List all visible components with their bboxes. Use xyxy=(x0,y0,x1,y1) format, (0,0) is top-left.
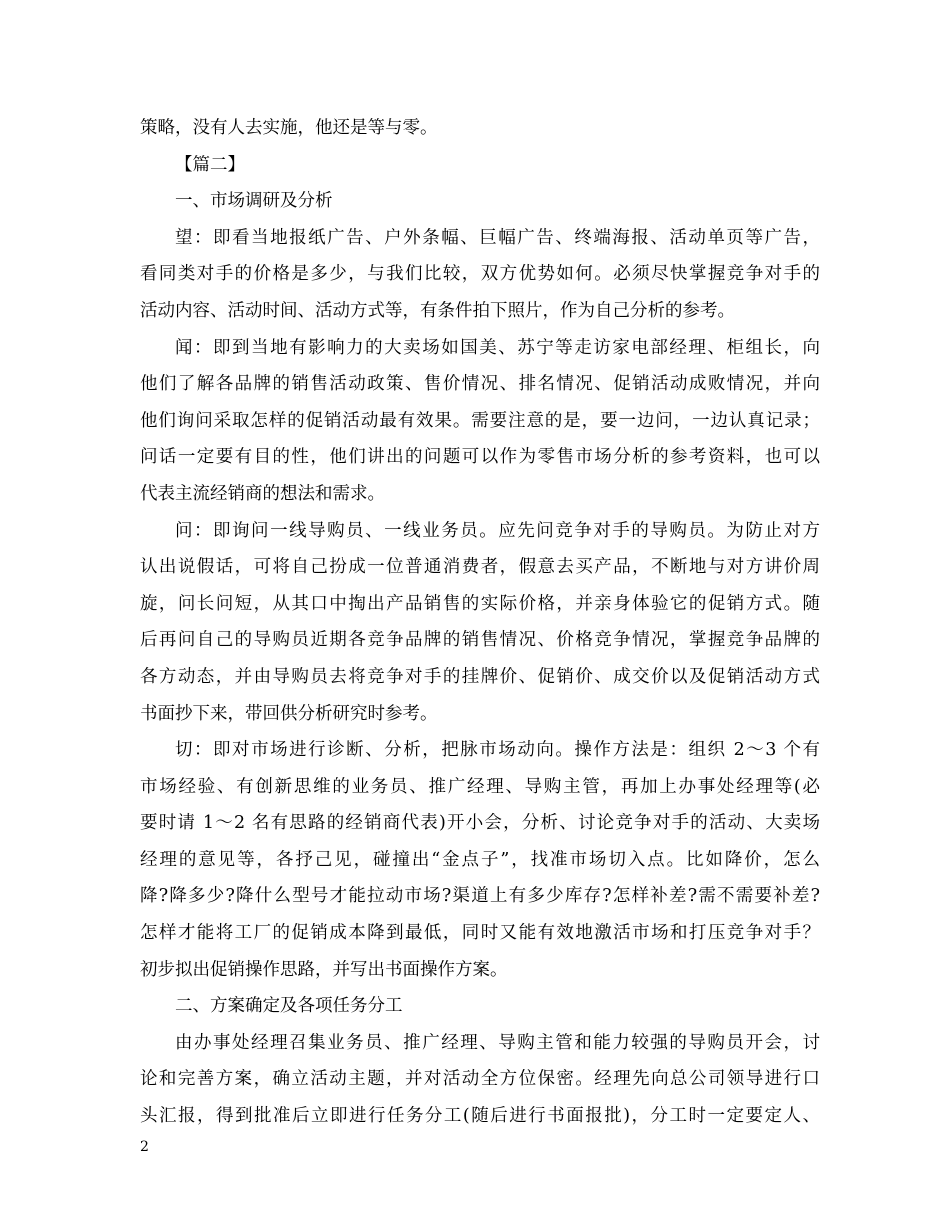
text-line: 初步拟出促销操作思路，并写出书面操作方案。 xyxy=(140,959,508,980)
text-line: 他们了解各品牌的销售活动政策、售价情况、排名情况、促销活动成败情况，并向 xyxy=(140,374,820,395)
text-line: 要时请 1～2 名有思路的经销商代表)开小会，分析、讨论竞争对手的活动、大卖场 xyxy=(140,813,820,834)
text-line: 降?降多少?降什么型号才能拉动市场?渠道上有多少库存?怎样补差?需不需要补差? xyxy=(140,886,820,907)
text-line: 切：即对市场进行诊断、分析，把脉市场动向。操作方法是：组织 2～3 个有 xyxy=(175,740,820,761)
text-line: 后再问自己的导购员近期各竞争品牌的销售情况、价格竞争情况，掌握竞争品牌的 xyxy=(140,630,820,651)
text-line: 闻：即到当地有影响力的大卖场如国美、苏宁等走访家电部经理、柜组长，向 xyxy=(175,337,820,358)
text-line: 头汇报，得到批准后立即进行任务分工(随后进行书面报批)，分工时一定要定人、 xyxy=(140,1106,820,1127)
page-number: 2 xyxy=(140,1139,149,1155)
text-line: 旋，问长问短，从其口中掏出产品销售的实际价格，并亲身体验它的促销方式。随 xyxy=(140,593,820,614)
text-line: 市场经验、有创新思维的业务员、推广经理、导购主管，再加上办事处经理等(必 xyxy=(140,776,820,797)
text-line: 看同类对手的价格是多少，与我们比较，双方优势如何。必须尽快掌握竞争对手的 xyxy=(140,264,820,285)
text-line: 代表主流经销商的想法和需求。 xyxy=(140,483,385,504)
text-line: 各方动态，并由导购员去将竞争对手的挂牌价、促销价、成交价以及促销活动方式 xyxy=(140,666,820,687)
text-line: 经理的意见等，各抒己见，碰撞出“金点子”，找准市场切入点。比如降价，怎么 xyxy=(140,849,820,870)
text-line: 策略，没有人去实施，他还是等与零。 xyxy=(140,118,438,138)
text-line: 书面抄下来，带回供分析研究时参考。 xyxy=(140,703,438,724)
body-text xyxy=(140,113,820,1138)
subsection-heading: 一、市场调研及分析 xyxy=(175,191,333,212)
text-line: 活动内容、活动时间、活动方式等，有条件拍下照片，作为自己分析的参考。 xyxy=(140,300,735,321)
text-line: 由办事处经理召集业务员、推广经理、导购主管和能力较强的导购员开会，讨 xyxy=(175,1032,820,1053)
text-line: 望：即看当地报纸广告、户外条幅、巨幅广告、终端海报、活动单页等广告， xyxy=(175,227,820,248)
subsection-heading: 二、方案确定及各项任务分工 xyxy=(175,996,403,1017)
text-line: 怎样才能将工厂的促销成本降到最低，同时又能有效地激活市场和打压竞争对手？ xyxy=(140,923,820,944)
text-line: 问话一定要有目的性，他们讲出的问题可以作为零售市场分析的参考资料，也可以 xyxy=(140,447,820,468)
text-line: 认出说假话，可将自己扮成一位普通消费者，假意去买产品，不断地与对方讲价周 xyxy=(140,557,820,578)
text-line: 问：即询问一线导购员、一线业务员。应先问竞争对手的导购员。为防止对方 xyxy=(175,520,820,541)
text-line: 论和完善方案，确立活动主题，并对活动全方位保密。经理先向总公司领导进行口 xyxy=(140,1069,820,1090)
section-heading: 【篇二】 xyxy=(175,154,245,175)
text-line: 他们询问采取怎样的促销活动最有效果。需要注意的是，要一边问，一边认真记录； xyxy=(140,410,820,431)
